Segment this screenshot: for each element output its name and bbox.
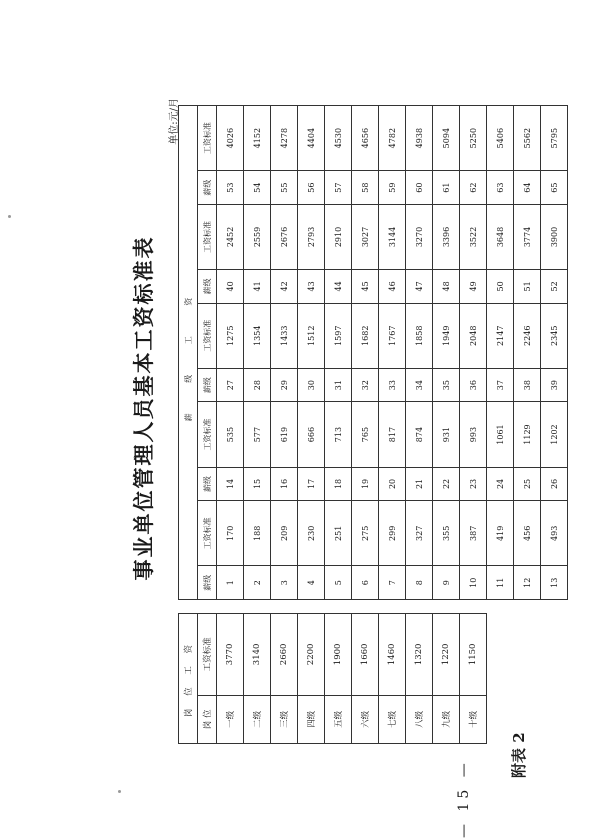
standard-col-header: 工资标准: [198, 303, 217, 368]
grade-group-header: 薪 级 工 资: [179, 106, 198, 600]
grade-cell: 30: [298, 368, 325, 402]
grade-cell: 8: [406, 566, 433, 600]
post-col-header: 岗 位: [198, 695, 217, 743]
standard-cell: 874: [406, 402, 433, 467]
grade-cell: 27: [217, 368, 244, 402]
table-row: [217, 614, 244, 744]
table-row: [433, 106, 460, 600]
table-row: [460, 106, 487, 600]
grade-cell: 34: [406, 368, 433, 402]
grade-cell: 31: [325, 368, 352, 402]
grade-cell: 29: [271, 368, 298, 402]
table-row: [271, 106, 298, 600]
grade-cell: 50: [487, 270, 514, 304]
standard-cell: 4530: [325, 106, 352, 171]
grade-cell: 57: [325, 171, 352, 205]
post-cell: 十级: [460, 695, 487, 743]
post-group-header: 岗 位 工 资: [179, 614, 198, 744]
post-cell: 六级: [352, 695, 379, 743]
grade-col-header: 薪级: [198, 467, 217, 501]
standard-cell: 2048: [460, 303, 487, 368]
grade-cell: 10: [460, 566, 487, 600]
document-title: 事业单位管理人员基本工资标准表: [131, 235, 156, 581]
standard-cell: 3270: [406, 204, 433, 269]
table-row: [487, 106, 514, 600]
post-cell: 七级: [379, 695, 406, 743]
standard-cell: 170: [217, 501, 244, 566]
standard-cell: 1767: [379, 303, 406, 368]
post-cell: 三级: [271, 695, 298, 743]
standard-cell: 1512: [298, 303, 325, 368]
standard-cell: 577: [244, 402, 271, 467]
standard-cell: 275: [352, 501, 379, 566]
grade-cell: 55: [271, 171, 298, 205]
standard-cell: 1597: [325, 303, 352, 368]
standard-cell: 2147: [487, 303, 514, 368]
grade-cell: 38: [514, 368, 541, 402]
grade-cell: 26: [541, 467, 568, 501]
standard-cell: 1949: [433, 303, 460, 368]
standard-cell: 456: [514, 501, 541, 566]
standard-cell: 2910: [325, 204, 352, 269]
post-cell: 四级: [298, 695, 325, 743]
grade-col-header: 薪级: [198, 171, 217, 205]
grade-cell: 24: [487, 467, 514, 501]
standard-cell: 619: [271, 402, 298, 467]
standard-cell: 2345: [541, 303, 568, 368]
grade-cell: 21: [406, 467, 433, 501]
table-row: [217, 106, 244, 600]
standard-cell: 4782: [379, 106, 406, 171]
grade-cell: 37: [487, 368, 514, 402]
grade-cell: 11: [487, 566, 514, 600]
grade-cell: 1: [217, 566, 244, 600]
page-number: — 15 —: [456, 759, 472, 838]
standard-cell: 230: [298, 501, 325, 566]
grade-cell: 64: [514, 171, 541, 205]
grade-cell: 12: [514, 566, 541, 600]
grade-cell: 52: [541, 270, 568, 304]
standard-cell: 931: [433, 402, 460, 467]
standard-cell: 2452: [217, 204, 244, 269]
standard-col-header: 工资标准: [198, 402, 217, 467]
post-cell: 八级: [406, 695, 433, 743]
standard-cell: 251: [325, 501, 352, 566]
standard-cell: 1061: [487, 402, 514, 467]
grade-cell: 53: [217, 171, 244, 205]
table-row: [244, 614, 271, 744]
grade-cell: 49: [460, 270, 487, 304]
grade-cell: 45: [352, 270, 379, 304]
standard-cell: 3522: [460, 204, 487, 269]
standard-cell: 3140: [244, 614, 271, 696]
grade-cell: 14: [217, 467, 244, 501]
standard-cell: 2559: [244, 204, 271, 269]
standard-cell: 4152: [244, 106, 271, 171]
table-row: [298, 614, 325, 744]
grade-cell: 54: [244, 171, 271, 205]
grade-cell: 41: [244, 270, 271, 304]
standard-cell: 817: [379, 402, 406, 467]
standard-cell: 1354: [244, 303, 271, 368]
standard-cell: 4404: [298, 106, 325, 171]
standard-cell: 1682: [352, 303, 379, 368]
grade-cell: 40: [217, 270, 244, 304]
grade-cell: 61: [433, 171, 460, 205]
post-cell: 五级: [325, 695, 352, 743]
grade-cell: 59: [379, 171, 406, 205]
grade-cell: 23: [460, 467, 487, 501]
standard-cell: 1150: [460, 614, 487, 696]
table-row: [352, 614, 379, 744]
standard-cell: 1460: [379, 614, 406, 696]
standard-cell: 5406: [487, 106, 514, 171]
standard-cell: 1275: [217, 303, 244, 368]
standard-cell: 3027: [352, 204, 379, 269]
grade-cell: 13: [541, 566, 568, 600]
standard-col-header: 工资标准: [198, 501, 217, 566]
grade-cell: 46: [379, 270, 406, 304]
grade-cell: 44: [325, 270, 352, 304]
standard-cell: 188: [244, 501, 271, 566]
table-row: [325, 106, 352, 600]
standard-cell: 5094: [433, 106, 460, 171]
standard-cell: 2246: [514, 303, 541, 368]
standard-cell: 2793: [298, 204, 325, 269]
grade-salary-table: [178, 105, 568, 600]
grade-cell: 6: [352, 566, 379, 600]
grade-cell: 4: [298, 566, 325, 600]
standard-col-header: 工资标准: [198, 614, 217, 696]
standard-cell: 3774: [514, 204, 541, 269]
standard-cell: 3144: [379, 204, 406, 269]
table-row: [298, 106, 325, 600]
standard-cell: 1202: [541, 402, 568, 467]
table-row: [406, 614, 433, 744]
standard-cell: 1433: [271, 303, 298, 368]
standard-cell: 2676: [271, 204, 298, 269]
standard-cell: 3648: [487, 204, 514, 269]
standard-col-header: 工资标准: [198, 106, 217, 171]
standard-cell: 535: [217, 402, 244, 467]
table-row: [541, 106, 568, 600]
grade-cell: 19: [352, 467, 379, 501]
grade-cell: 20: [379, 467, 406, 501]
table-row: [325, 614, 352, 744]
grade-cell: 42: [271, 270, 298, 304]
grade-cell: 3: [271, 566, 298, 600]
grade-col-header: 薪级: [198, 368, 217, 402]
standard-cell: 3396: [433, 204, 460, 269]
grade-cell: 65: [541, 171, 568, 205]
standard-cell: 387: [460, 501, 487, 566]
standard-cell: 209: [271, 501, 298, 566]
standard-cell: 1900: [325, 614, 352, 696]
grade-cell: 7: [379, 566, 406, 600]
standard-cell: 993: [460, 402, 487, 467]
grade-cell: 28: [244, 368, 271, 402]
standard-cell: 713: [325, 402, 352, 467]
grade-cell: 9: [433, 566, 460, 600]
standard-cell: 2660: [271, 614, 298, 696]
grade-cell: 62: [460, 171, 487, 205]
grade-cell: 56: [298, 171, 325, 205]
standard-cell: 1129: [514, 402, 541, 467]
grade-cell: 35: [433, 368, 460, 402]
post-salary-table: [178, 613, 487, 744]
standard-cell: 666: [298, 402, 325, 467]
grade-cell: 60: [406, 171, 433, 205]
grade-cell: 32: [352, 368, 379, 402]
grade-cell: 33: [379, 368, 406, 402]
standard-cell: 1660: [352, 614, 379, 696]
grade-cell: 39: [541, 368, 568, 402]
standard-cell: 1220: [433, 614, 460, 696]
standard-cell: 4026: [217, 106, 244, 171]
post-cell: 一级: [217, 695, 244, 743]
grade-cell: 25: [514, 467, 541, 501]
standard-cell: 765: [352, 402, 379, 467]
standard-cell: 1320: [406, 614, 433, 696]
grade-cell: 18: [325, 467, 352, 501]
standard-cell: 5562: [514, 106, 541, 171]
grade-cell: 16: [271, 467, 298, 501]
standard-cell: 3900: [541, 204, 568, 269]
grade-cell: 58: [352, 171, 379, 205]
table-row: [514, 106, 541, 600]
grade-col-header: 薪级: [198, 270, 217, 304]
standard-cell: 1858: [406, 303, 433, 368]
standard-cell: 3770: [217, 614, 244, 696]
standard-cell: 4938: [406, 106, 433, 171]
standard-cell: 5250: [460, 106, 487, 171]
standard-cell: 5795: [541, 106, 568, 171]
grade-cell: 15: [244, 467, 271, 501]
grade-cell: 48: [433, 270, 460, 304]
standard-cell: 299: [379, 501, 406, 566]
grade-cell: 2: [244, 566, 271, 600]
table-row: [244, 106, 271, 600]
attachment-label: 附表 2: [510, 732, 528, 778]
table-row: [433, 614, 460, 744]
standard-cell: 4278: [271, 106, 298, 171]
post-cell: 二级: [244, 695, 271, 743]
grade-cell: 47: [406, 270, 433, 304]
standard-cell: 493: [541, 501, 568, 566]
post-cell: 九级: [433, 695, 460, 743]
table-row: [379, 106, 406, 600]
grade-cell: 63: [487, 171, 514, 205]
standard-col-header: 工资标准: [198, 204, 217, 269]
grade-cell: 5: [325, 566, 352, 600]
standard-cell: 327: [406, 501, 433, 566]
table-row: [271, 614, 298, 744]
table-row: [460, 614, 487, 744]
table-row: [352, 106, 379, 600]
standard-cell: 419: [487, 501, 514, 566]
unit-label: 单位:元/月: [169, 98, 180, 145]
table-row: [379, 614, 406, 744]
standard-cell: 2200: [298, 614, 325, 696]
standard-cell: 355: [433, 501, 460, 566]
table-row: [406, 106, 433, 600]
grade-cell: 17: [298, 467, 325, 501]
grade-cell: 51: [514, 270, 541, 304]
grade-col-header: 薪级: [198, 566, 217, 600]
grade-cell: 36: [460, 368, 487, 402]
grade-cell: 43: [298, 270, 325, 304]
standard-cell: 4656: [352, 106, 379, 171]
grade-cell: 22: [433, 467, 460, 501]
